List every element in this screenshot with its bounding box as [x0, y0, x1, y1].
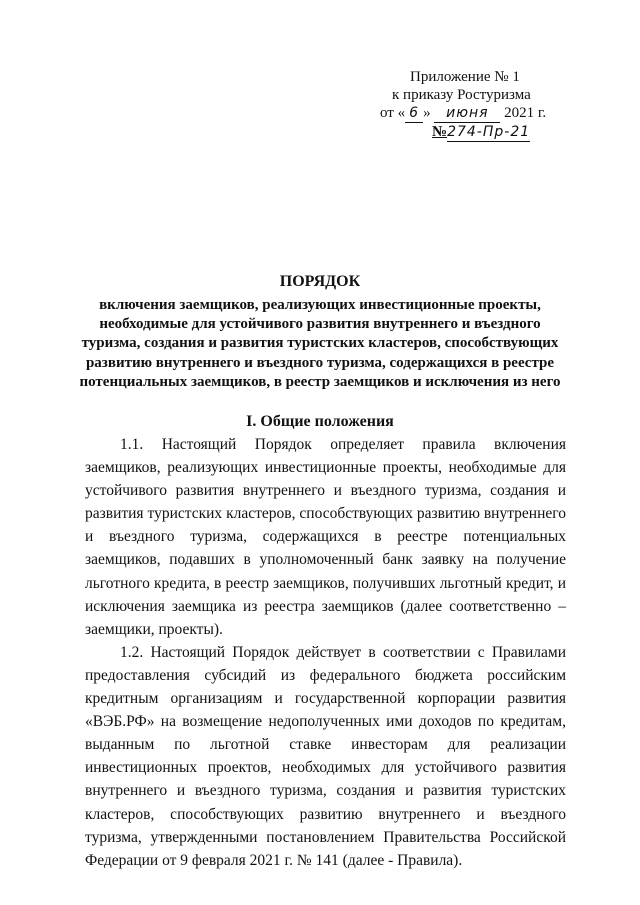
appendix-header: [380, 68, 580, 142]
date-day: 6: [405, 104, 423, 123]
date-prefix: от «: [380, 105, 406, 121]
date-mid: »: [423, 105, 431, 121]
document-subtitle: включения заемщиков, реализующих инвестиционные проекты, необходимые для устойчивого развития внутреннего и въездного туризма, создания и развития туристских кластеров, способствующих развитию внутреннего и въездного туризма, содержащихся в реестре потенциальных заемщиков, в реестр заемщиков и исключения из него: [79, 297, 561, 390]
appendix-label: Приложение № 1: [410, 69, 520, 85]
number-prefix: №: [432, 124, 448, 140]
section-heading: I. Общие положения: [246, 413, 394, 430]
order-reference: к приказу Ростуризма: [392, 87, 531, 103]
date-month: июня: [434, 104, 500, 123]
document-title: ПОРЯДОК: [279, 273, 361, 290]
date-year: 2021 г.: [504, 105, 547, 121]
paragraph-1-1: 1.1. Настоящий Порядок определяет правила включения заемщиков, реализующих инвестиционные проекты, необходимые для устойчивого развития внутреннего и въездного туризма, создания и развития туристских кластеров, способствующих развитию внутреннего и въездного туризма, содержащихся в реестре потенциальных заемщиков, подавших в уполномоченный банк заявку на получение льготного кредита, в реестр заемщиков, получивших льготный кредит, и исключения заемщика из реестра заемщиков (далее соответственно – заемщики, проекты).: [85, 436, 566, 638]
paragraph-1-2: 1.2. Настоящий Порядок действует в соответствии с Правилами предоставления субсидий из федерального бюджета российским кредитным организациям и государственной корпорации развития «ВЭБ.РФ» на возмещение недополученных ими доходов по кредитам, выданным по льготной ставке инвесторам для реализации инвестиционных проектов, необходимых для устойчивого развития внутреннего и въездного туризма, создания и развития туристских кластеров, способствующих развитию внутреннего и въездного туризма, утвержденными постановлением Правительства Российской Федерации от 9 февраля 2021 г. № 141 (далее - Правила).: [85, 643, 566, 869]
order-date-line: [380, 104, 580, 123]
order-number: 274-Пр-21: [447, 124, 531, 140]
document-body: [85, 433, 566, 872]
order-number-line: [380, 123, 580, 142]
